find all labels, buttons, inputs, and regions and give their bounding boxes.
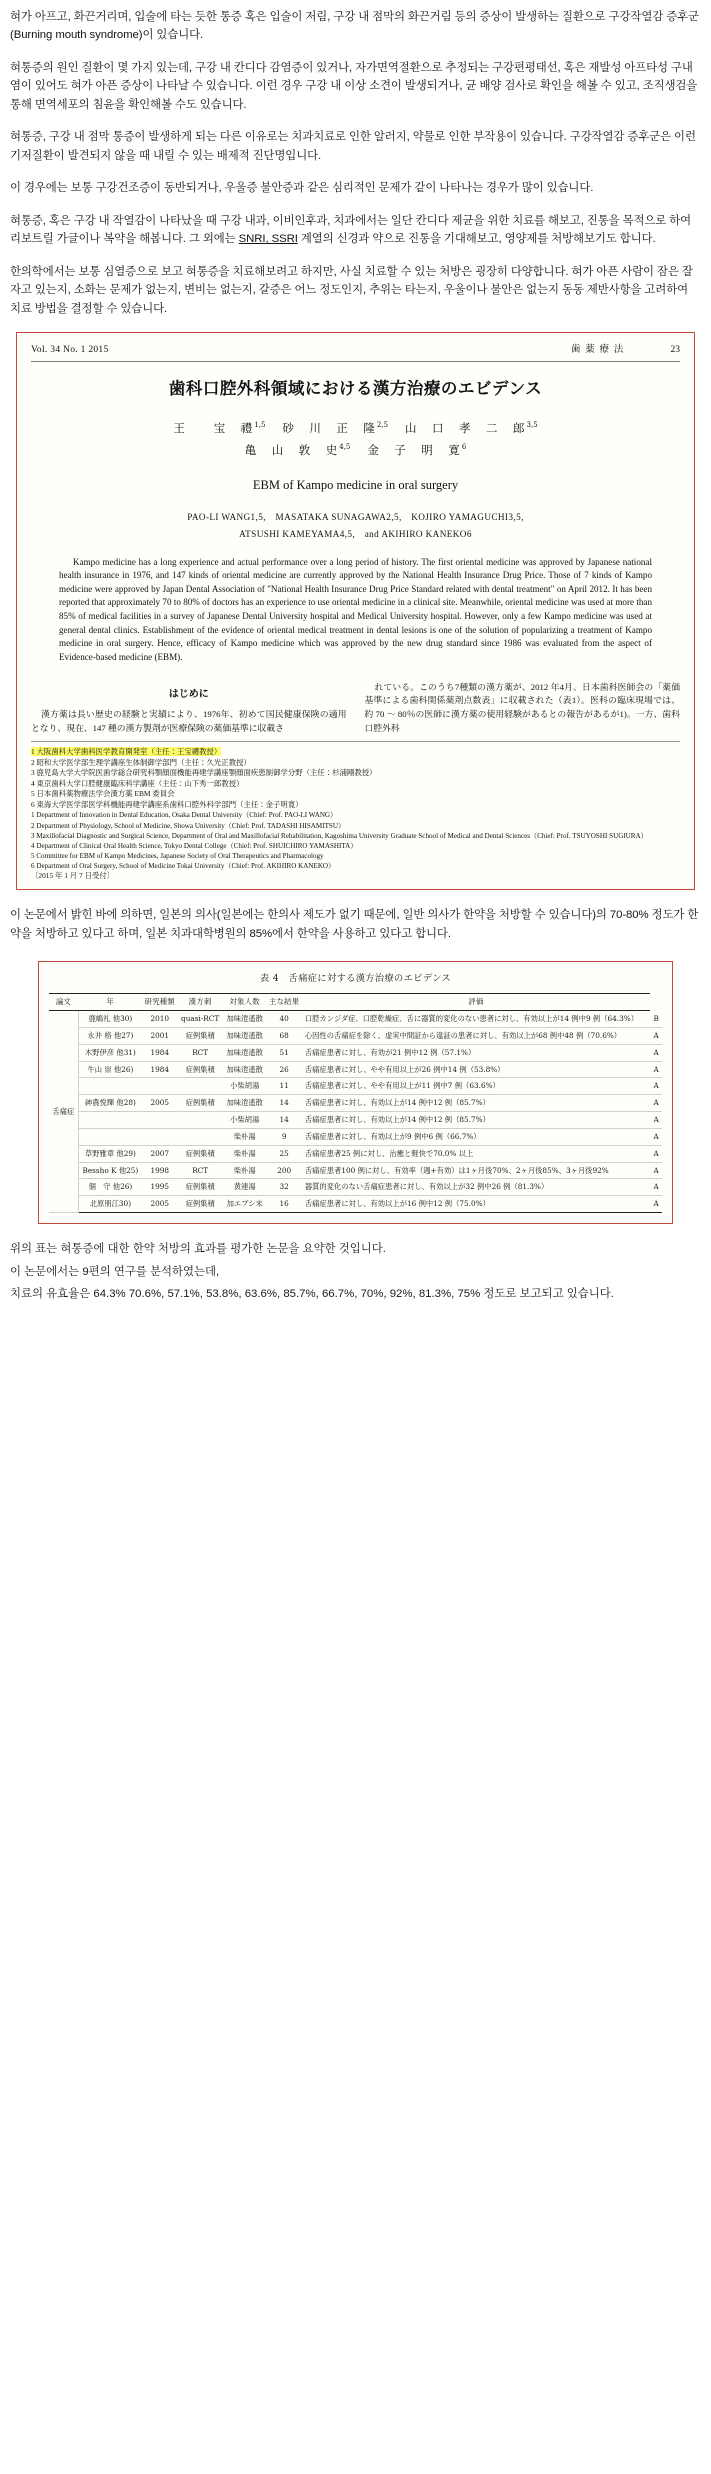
table-row xyxy=(49,1011,662,1028)
author-affiliation-marker: 4,5 xyxy=(339,442,351,451)
cell-result: 舌痛症患者に対し、有効以上が14 例中12 例（85.7%） xyxy=(302,1112,650,1129)
closing-paragraph-1: 위의 표는 혀통증에 대한 한약 처방의 효과를 평가한 논문을 요약한 것입니다. xyxy=(10,1243,386,1256)
cell-study-type: 症例集積 xyxy=(177,1027,222,1044)
cell-paper: Bessho K 他25) xyxy=(78,1162,142,1179)
cell-drug: 加味逍遙散 xyxy=(223,1061,267,1078)
authors-japanese-line-1 xyxy=(31,419,680,438)
cell-year: 1995 xyxy=(142,1179,177,1196)
cell-result: 口腔カンジダ症、口腔乾燥症、舌に器質的変化のない患者に対し、有効以上が14 例中9 例（64.3%） xyxy=(302,1011,650,1028)
affiliation-item: 5 日本歯科薬物療法学会漢方薬 EBM 委員会 xyxy=(31,789,175,799)
table-row xyxy=(49,1078,662,1095)
cell-paper: 北原朋江30) xyxy=(78,1196,142,1213)
cell-drug: 小柴胡湯 xyxy=(223,1112,267,1129)
affiliation-item: 4 Department of Clinical Oral Health Science, Tokyo Dental College（Chief: Prof. SHUICHIRO YAMASHITA） xyxy=(31,841,358,850)
cell-year: 1998 xyxy=(142,1162,177,1179)
cell-subjects: 14 xyxy=(267,1112,302,1129)
cell-study-type xyxy=(177,1078,222,1095)
cell-subjects: 32 xyxy=(267,1179,302,1196)
section-heading-introduction: はじめに xyxy=(168,688,209,700)
cell-drug: 黄連湯 xyxy=(223,1179,267,1196)
cell-result: 舌痛症患者に対し、有効以上が16 例中12 例（75.0%） xyxy=(302,1196,650,1213)
journal-paper-figure xyxy=(16,332,695,890)
cell-evaluation: A xyxy=(650,1196,662,1213)
column-header-study-type: 研究種類 xyxy=(142,994,177,1011)
cell-study-type: quasi-RCT xyxy=(177,1011,222,1028)
cell-result: 舌痛症患者25 例に対し、治癒と軽快で70.0% 以上 xyxy=(302,1145,650,1162)
cell-evaluation: A xyxy=(650,1128,662,1145)
cell-year: 2001 xyxy=(142,1027,177,1044)
table-body xyxy=(49,1011,662,1213)
evidence-table-figure xyxy=(38,961,673,1224)
author-affiliation-marker: 6 xyxy=(461,442,467,451)
cell-evaluation: A xyxy=(650,1095,662,1112)
table-row xyxy=(49,1179,662,1196)
journal-volume-info: Vol. 34 No. 1 2015 xyxy=(31,345,109,356)
intro-paragraph-3: 혀통증, 구강 내 점막 통증이 발생하게 되는 다른 이유로는 치과치료로 인한 알러지, 약물로 인한 부작용이 있습니다. 구강작열감 증후군은 이런 기저질환이 발견되지 않을 때 내릴 수 있는 배제적 진단명입니다. xyxy=(10,131,696,162)
paper-title-japanese: 歯科口腔外科領域における漢方治療のエビデンス xyxy=(168,379,543,399)
cell-year xyxy=(142,1078,177,1095)
affiliation-item: 3 鹿児島大学大学院医歯学総合研究科顎顔面機能再建学講座顎顔面疾患制御学分野（主任：杉浦剛教授） xyxy=(31,768,377,778)
cell-evaluation: A xyxy=(650,1061,662,1078)
cell-study-type: RCT xyxy=(177,1162,222,1179)
cell-subjects: 11 xyxy=(267,1078,302,1095)
table-row xyxy=(49,1061,662,1078)
cell-study-type: 症例集積 xyxy=(177,1196,222,1213)
cell-result: 舌痛症患者に対し、有効以上が14 例中12 例（85.7%） xyxy=(302,1095,650,1112)
cell-evaluation: A xyxy=(650,1179,662,1196)
intro-paragraph-2: 혀통증의 원인 질환이 몇 가지 있는데, 구강 내 칸디다 감염증이 있거나, 자가면역절환으로 추정되는 구강편평태선, 혹은 재발성 아프타성 구내염이 있어도 혀가 아픈 증상이 나타날 수 있습니다. 이런 경우 구강 내 이상 소견이 발생되거나, 균 배양 검사로 확인을 해볼 수 있고, 조직생검을 통해 면역세포의 침윤을 확인해볼 수도 있습니다. xyxy=(10,61,698,111)
cell-paper: 個 守 他26) xyxy=(78,1179,142,1196)
cell-drug: 加エブシ末 xyxy=(223,1196,267,1213)
oriental-medicine-paragraph: 한의학에서는 보통 심열증으로 보고 혀통증을 치료해보려고 하지만, 사실 치료할 수 있는 처방은 굉장히 다양합니다. 혀가 아픈 사람이 잠은 잘 자고 있는지, 소화는 문제가 없는지, 변비는 없는지, 갈증은 어느 정도인지, 추위는 타는지, 우울이나 불안은 없는지 동동 제반사항을 고려하여 치료 방법을 결정할 수 있습니다. xyxy=(10,265,693,315)
cell-year: 2005 xyxy=(142,1095,177,1112)
author-name: 亀 山 敦 史 xyxy=(244,442,340,457)
cell-subjects: 200 xyxy=(267,1162,302,1179)
mid-commentary-paragraph: 이 논문에서 밝힌 바에 의하면, 일본의 의사(일본에는 한의사 제도가 없기 때문에, 일반 의사가 한약을 처방할 수 있습니다)의 70-80% 정도가 한약을 처방하고 있다고 하며, 일본 치과대학병원의 85%에서 한약을 사용하고 있다고 합니다. xyxy=(10,909,699,940)
affiliation-item: 2 昭和大学医学部生理学講座生体制御学部門（主任：久光正教授） xyxy=(31,757,251,767)
cell-paper xyxy=(78,1078,142,1095)
author-affiliations-list xyxy=(31,741,680,881)
cell-evaluation: A xyxy=(650,1112,662,1129)
paper-abstract: Kampo medicine has a long experience and actual performance over a long period of history. The first oriental medicine was approved by Japanese national health insurance in 1976, and 147 kinds of oriental medicine are currently approved by the National Health Insurance Drug Price. Those of 7 kinds of Kampo medicine were approved by Japan Dental Association of "National Health Insurance Drug Price Standard related with dental treatment" on April 2012. It has been reported that approximately 70 to 80% of doctors has an experience to use oriental medicine in a clinical site. Meanwhile, oriental medicine was used at more than 85% of medical facilities in a survey of Japanese Dental University hospital and Medical University hospital. However, only a few Kampo medicine was used at general dental clinics. Establishment of the evidence of oriental medical treatment in dental lesions is one of the solution of popularizing a treatment of Kampo medicine in oral surgery. Hence, efficacy of Kampo medicine which was approved by the new drug standard since 1986 was evaluated from the aspect of Evidence-based medicine (EBM). xyxy=(59,556,652,662)
authors-japanese-line-2 xyxy=(31,441,680,460)
cell-year xyxy=(142,1128,177,1145)
cell-drug: 柴朴湯 xyxy=(223,1162,267,1179)
cell-paper: 木野伊彦 他31) xyxy=(78,1044,142,1061)
cell-result: 舌痛症患者に対し、有効以上が9 例中6 例（66.7%） xyxy=(302,1128,650,1145)
cell-drug: 加味逍遙散 xyxy=(223,1011,267,1028)
affiliation-item: 4 東京歯科大学口腔健康臨床科学講座（主任：山下秀一郎教授） xyxy=(31,778,244,788)
table-caption: 表 4 舌痛症に対する漢方治療のエビデンス xyxy=(259,973,452,985)
journal-name: 歯 薬 療 法 xyxy=(570,345,625,356)
affiliation-item: 6 Department of Oral Surgery, School of Medicine Tokai University（Chief: Prof. AKIHIRO KANEKO） xyxy=(31,861,336,870)
affiliation-received-date: 〔2015 年 1 月 7 日受付〕 xyxy=(31,870,115,880)
cell-result: 舌痛症患者に対し、有効が21 例中12 例（57.1%） xyxy=(302,1044,650,1061)
journal-page-number: 23 xyxy=(670,345,680,356)
table-header-row xyxy=(49,994,662,1011)
cell-result: 器質的変化のない舌痛症患者に対し、有効以上が32 例中26 例（81.3%） xyxy=(302,1179,650,1196)
cell-drug: 加味逍遙散 xyxy=(223,1044,267,1061)
author-name: 砂 川 正 隆 xyxy=(282,421,377,436)
cell-evaluation: A xyxy=(650,1078,662,1095)
cell-drug: 柴朴湯 xyxy=(223,1128,267,1145)
author-affiliation-marker: 1,5 xyxy=(254,421,266,430)
cell-paper: 神農悦輝 他28) xyxy=(78,1095,142,1112)
table-row xyxy=(49,1128,662,1145)
cell-subjects: 68 xyxy=(267,1027,302,1044)
cell-drug: 加味逍遙散 xyxy=(223,1095,267,1112)
cell-paper: 永井 格 他27) xyxy=(78,1027,142,1044)
paper-title-english: EBM of Kampo medicine in oral surgery xyxy=(252,478,459,493)
affiliation-item: 6 東海大学医学部医学科機能再建学講座系歯科口腔外科学部門（主任：金子明寛） xyxy=(31,799,303,809)
cell-subjects: 26 xyxy=(267,1061,302,1078)
affiliation-item: 2 Department of Physiology, School of Medicine, Showa University（Chief: Prof. TADASHI HISAMITSU） xyxy=(31,821,346,830)
drug-paragraph xyxy=(10,212,701,249)
cell-subjects: 40 xyxy=(267,1011,302,1028)
cell-subjects: 14 xyxy=(267,1095,302,1112)
cell-study-type: RCT xyxy=(177,1044,222,1061)
intro-paragraph-4: 이 경우에는 보통 구강건조증이 동반되거나, 우울증 불안증과 같은 심리적인 문제가 같이 나타나는 경우가 많이 있습니다. xyxy=(10,182,594,195)
column-header-year: 年 xyxy=(78,994,142,1011)
cell-study-type xyxy=(177,1128,222,1145)
affiliation-item xyxy=(31,747,680,758)
cell-result: 舌痛症患者100 例に対し、有効率（週+有効）は1ヶ月後70%、2ヶ月後85%、3ヶ月後92% xyxy=(302,1162,650,1179)
cell-subjects: 25 xyxy=(267,1145,302,1162)
paper-body-columns xyxy=(31,681,680,736)
paper-body-column-right xyxy=(365,681,681,736)
cell-evaluation: A xyxy=(650,1044,662,1061)
cell-evaluation: A xyxy=(650,1145,662,1162)
authors-english-line-2: ATSUSHI KAMEYAMA4,5, and AKIHIRO KANEKO6 xyxy=(239,528,472,539)
author-affiliation-marker: 2,5 xyxy=(376,421,389,430)
row-group-label: 舌痛症 xyxy=(49,1011,78,1213)
closing-paragraph-2: 이 논문에서는 9편의 연구를 분석하였는데, xyxy=(10,1265,220,1278)
cell-study-type: 症例集積 xyxy=(177,1095,222,1112)
column-header-main-result: 主な結果 xyxy=(267,994,302,1011)
cell-subjects: 16 xyxy=(267,1196,302,1213)
table-row xyxy=(49,1044,662,1061)
author-name: 王 宝 禮 xyxy=(173,421,255,436)
cell-result: 舌痛症患者に対し、やや有用以上が11 例中7 例（63.6%） xyxy=(302,1078,650,1095)
cell-paper xyxy=(78,1128,142,1145)
cell-subjects: 9 xyxy=(267,1128,302,1145)
cell-year: 2007 xyxy=(142,1145,177,1162)
table-row xyxy=(49,1027,662,1044)
cell-paper xyxy=(78,1112,142,1129)
cell-drug: 加味逍遙散 xyxy=(223,1027,267,1044)
author-name: 金 子 明 寛 xyxy=(367,442,462,457)
affiliation-item: 3 Maxillofacial Diagnostic and Surgical Science, Department of Oral and Maxillofacial Rehabilitation, Kagoshima University Graduate School of Medical and Dental Sciences（Chief: Prof. TSUYOSHI SUGIURA） xyxy=(31,831,648,840)
cell-year xyxy=(142,1112,177,1129)
journal-paper-content xyxy=(31,343,680,881)
cell-year: 1984 xyxy=(142,1044,177,1061)
drug-names: SNRI, SSRI xyxy=(238,233,298,246)
paper-body-text-left: 漢方薬は長い歴史の経験と実績により、1976年、初めて国民健康保険の適用となり、現在、147 種の漢方製剤が医療保険の薬価基準に収載さ xyxy=(31,709,347,733)
cell-subjects: 51 xyxy=(267,1044,302,1061)
affiliation-text-highlighted: 1 大阪歯科大学歯科医学教育開発室（主任：王宝禮教授） xyxy=(31,747,222,757)
table-row xyxy=(49,1095,662,1112)
cell-result: 心因性の舌痛症を除く、虚実中間証から違証の患者に対し、有効以上が68 例中48 例（70.6%） xyxy=(302,1027,650,1044)
column-header-paper: 論文 xyxy=(49,994,78,1011)
table-row xyxy=(49,1196,662,1213)
cell-drug: 柴朴湯 xyxy=(223,1145,267,1162)
table-row xyxy=(49,1145,662,1162)
drug-paragraph-after: 계열의 신경과 약으로 진통을 기대해보고, 영양제를 처방해보기도 합니다. xyxy=(297,233,656,246)
author-name: 山 口 孝 二 郎 xyxy=(405,421,527,436)
paper-body-text-right: れている。このうち7種類の漢方薬が、2012 年4月、日本歯科医師会の「薬価基準による歯科関係薬剤点数表」に収載された（表1）。医科の臨床現場では、約 70 〜 80％の医師に漢方薬の使用経験があるとの報告があるが1)。一方、歯科口腔外科 xyxy=(364,681,680,733)
cell-year: 2005 xyxy=(142,1196,177,1213)
column-header-evaluation: 評価 xyxy=(302,994,650,1011)
cell-study-type: 症例集積 xyxy=(177,1145,222,1162)
cell-paper: 草野雅章 他29) xyxy=(78,1145,142,1162)
column-header-kampo-drug: 漢方刺 xyxy=(177,994,222,1011)
cell-study-type xyxy=(177,1112,222,1129)
cell-drug: 小柴胡湯 xyxy=(223,1078,267,1095)
closing-paragraph-3: 치료의 유효율은 64.3% 70.6%, 57.1%, 53.8%, 63.6%, 85.7%, 66.7%, 70%, 92%, 81.3%, 75% 정도로 보고되고 있습니다. xyxy=(10,1288,614,1301)
affiliation-item: 5 Committee for EBM of Kampo Medicines, Japanese Society of Oral Therapeutics and Pharmacology xyxy=(31,851,324,860)
cell-result: 舌痛症患者に対し、やや有用以上が26 例中14 例（53.8%） xyxy=(302,1061,650,1078)
affiliation-item: 1 Department of Innovation in Dental Education, Osaka Dental University（Chief: Prof. PAO-LI WANG） xyxy=(31,811,338,820)
table-row xyxy=(49,1112,662,1129)
drug-paragraph-before: 혀통증, 혹은 구강 내 작열감이 나타났을 때 구강 내과, 이비인후과, 치과에서는 일단 칸디다 제균을 위한 치료를 해보고, 진통을 목적으로 하여 리보트릴 가글이나 복약을 해봅니다. 그 외에는 xyxy=(10,214,692,246)
journal-running-head xyxy=(31,343,680,362)
cell-evaluation: A xyxy=(650,1027,662,1044)
intro-paragraph-1: 혀가 아프고, 화끈거리며, 입술에 타는 듯한 통증 혹은 입술이 저림, 구강 내 점막의 화끈거림 등의 증상이 발생하는 질환으로 구강작열감 증후군(Burning mouth syndrome)이 있습니다. xyxy=(10,11,699,42)
cell-evaluation: B xyxy=(650,1011,662,1028)
table-row xyxy=(49,1162,662,1179)
cell-year: 1984 xyxy=(142,1061,177,1078)
cell-paper: 牛山 崇 他26) xyxy=(78,1061,142,1078)
cell-year: 2010 xyxy=(142,1011,177,1028)
author-affiliation-marker: 3,5 xyxy=(526,421,538,430)
cell-evaluation: A xyxy=(650,1162,662,1179)
cell-study-type: 症例集積 xyxy=(177,1179,222,1196)
evidence-table xyxy=(49,993,662,1213)
authors-english-line-1: PAO-LI WANG1,5, MASATAKA SUNAGAWA2,5, KOJIRO YAMAGUCHI3,5, xyxy=(187,511,524,522)
cell-study-type: 症例集積 xyxy=(177,1061,222,1078)
column-header-subjects: 対象人数 xyxy=(223,994,267,1011)
cell-paper: 鹿嶋礼 他30) xyxy=(78,1011,142,1028)
paper-body-column-left xyxy=(31,681,347,736)
